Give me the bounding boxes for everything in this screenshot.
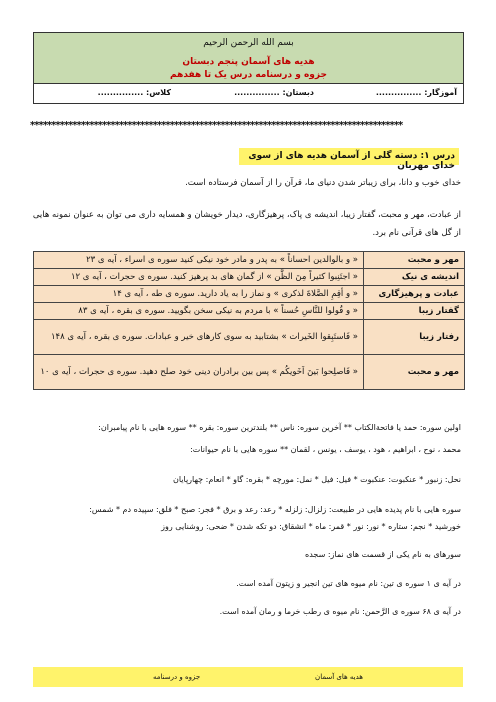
fact-line: نحل: زنبور * عنکبوت: عنکبوت * فیل: فیل * نمل: مورچه * بقره: گاو * انعام: چهارپایان xyxy=(172,475,461,484)
fact-line: اولین سوره: حمد یا فاتحةالکتاب ** آخرین سوره: ناس ** بلندترین سوره: بقره ** سوره هایی با نام پیامبران: xyxy=(98,423,461,432)
row-label: عبادت و پرهیزگاری xyxy=(364,286,465,303)
row-label: اندیشه ی نیک xyxy=(364,269,465,286)
footer-right-text: هدیه های آسمان xyxy=(315,673,363,681)
fact-line: محمد ، نوح ، ابراهیم ، هود ، یوسف ، یونس ، لقمان ** سوره هایی با نام حیوانات: xyxy=(190,445,461,454)
fact-line: خورشید * نجم: ستاره * نور: نور * قمر: ماه * انشقاق: دو تکه شدن * ضحی: روشنایی روز xyxy=(161,522,461,531)
table-row xyxy=(34,286,465,303)
row-label: مهر و محبت xyxy=(364,355,465,390)
fact-line: در آیه ی ۱ سوره ی تین: نام میوه های تین انجیر و زیتون آمده است. xyxy=(236,579,461,588)
header-title-area xyxy=(34,33,463,83)
row-text: « و بالوالدین احساناً » به پدر و مادر خود نیکی کنید سوره ی اسراء ، آیه ی ۲۳ xyxy=(34,252,364,269)
row-text: « فَاستَبِقوا الخَیرات » بشتابید به سوی کارهای خیر و عبادات. سوره ی بقره ، آیه ی ۱۴۸ xyxy=(34,320,364,355)
teacher-field: آموزگار: ............... xyxy=(375,88,457,97)
basmala: بسم الله الرحمن الرحیم xyxy=(203,38,294,48)
row-text: « اجتَنِبوا کثیراً مِنَ الظَّن » از گمان های بد پرهیز کنید. سوره ی حجرات ، آیه ی ۱۲ xyxy=(34,269,364,286)
table-row xyxy=(34,303,465,320)
quran-verses-table xyxy=(33,251,465,390)
row-text: « و قُولوا للنَّاسِ حُسناً » با مردم به نیکی سخن بگویید. سوره ی بقره ، آیه ی ۸۳ xyxy=(34,303,364,320)
header-box xyxy=(33,32,464,104)
table-row xyxy=(34,320,465,355)
table-row xyxy=(34,355,465,390)
page-subtitle: جزوه و درسنامه درس یک تا هفدهم xyxy=(170,70,327,80)
school-field: دبستان: ............... xyxy=(234,88,314,97)
row-label: گفتار زیبا xyxy=(364,303,465,320)
row-label: رفتار زیبا xyxy=(364,320,465,355)
lesson-intro: خدای خوب و دانا، برای زیباتر شدن دنیای ما، قرآن را از آسمان فرستاده است. xyxy=(185,178,461,188)
lesson-title: درس ۱: دسته گلی از آسمان هدیه های از سوی خدای مهربان xyxy=(239,148,459,165)
header-info-row xyxy=(34,83,463,103)
fact-line: سورهای به نام یکی از قسمت های نماز: سجده xyxy=(305,550,461,559)
star-separator: **************************************************************************************** xyxy=(30,120,403,131)
row-label: مهر و محبت xyxy=(364,252,465,269)
class-field: کلاس: ............... xyxy=(97,88,171,97)
row-text: « فَاصلِحوا بَینَ اَخَویکُم » پس بین برادران دینی خود صلح دهید. سوره ی حجرات ، آیه ی ۱۰ xyxy=(34,355,364,390)
footer-left-text: جزوه و درسنامه xyxy=(153,673,201,681)
row-text: « و أقِمِ الصَّلاةَ لذکری » و نماز را به یاد دارید. سوره ی طه ، آیه ی ۱۴ xyxy=(34,286,364,303)
page-title: هدیه های آسمان پنجم دبستان xyxy=(182,57,315,67)
lesson-body: از عبادت، مهر و محبت، گفتار زیبا، اندیشه ی پاک، پرهیزگاری، دیدار خویشان و همسایه داری می توان به عنوان نمونه هایی از گل های قرآنی نام برد. xyxy=(32,210,461,238)
table-row xyxy=(34,269,465,286)
footer-bar xyxy=(33,667,463,687)
table-row xyxy=(34,252,465,269)
fact-line: سوره هایی با نام پدیده هایی در طبیعت: زلزال: زلزله * رعد: رعد و برق * فجر: صبح * فلق: سپیده دم * شمس: xyxy=(89,505,461,514)
fact-line: در آیه ی ۶۸ سوره ی الرَّحمن: نام میوه ی رطب خرما و رمان آمده است. xyxy=(219,607,461,616)
